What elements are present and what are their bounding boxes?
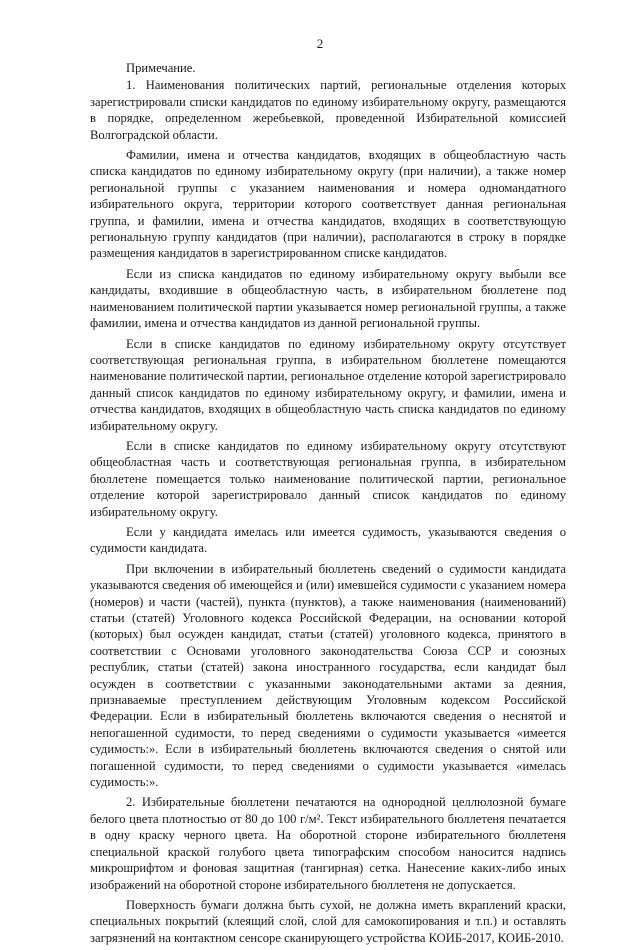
paragraph: Если у кандидата имелась или имеется судимость, указываются сведения о судимости кандидата.	[90, 524, 566, 556]
paragraph: Если в списке кандидатов по единому избирательному округу отсутствует соответствующая региональная группа, в избирательном бюллетене помещаются наименование политической партии, региональное отделение которой зарегистрировало данный список кандидатов по единому избирательному округу, и фамилии, имена и отчества кандидатов, входящих в общеобластную часть списка кандидатов по единому избирательному округу.	[90, 336, 566, 433]
note-heading: Примечание.	[126, 61, 196, 75]
document-body	[90, 60, 566, 950]
paragraph: Если в списке кандидатов по единому избирательному округу отсутствуют общеобластная часть и соответствующая региональная группа, в избирательном бюллетене помещается только наименование политической партии, региональное отделение которой зарегистрировало данный список кандидатов по единому избирательному округу.	[90, 438, 566, 519]
paragraph: При включении в избирательный бюллетень сведений о судимости кандидата указываются сведения об имеющейся и (или) имевшейся судимости с указанием номера (номеров) и части (частей), пункта (пунктов), а также наименования (наименований) статьи (статей) Уголовного кодекса Российской Федерации, на основании которой (которых) был осужден кандидат, статьи (статей) уголовного кодекса, принятого в соответствии с Основами уголовного законодательства Союза ССР и союзных республик, статьи (статей) закона иностранного государства, если кандидат был осужден в соответствии с указанными законодательными актами за деяния, признаваемые преступлением действующим Уголовным кодексом Российской Федерации. Если в избирательный бюллетень включаются сведения о неснятой и непогашенной судимости, то перед сведениями о судимости указывается «имеется судимость:». Если в избирательный бюллетень включаются сведения о снятой или погашенной судимости, то перед сведениями о судимости указывается «имелась судимость:».	[90, 561, 566, 790]
paragraph: Фамилии, имена и отчества кандидатов, входящих в общеобластную часть списка кандидатов по единому избирательному округу (при наличии), а также номер региональной группы с указанием наименования и номера одномандатного избирательного округа, территории которого соответствует данная региональная группа, и фамилии, имена и отчества кандидатов, входящих в соответствующую региональную группу кандидатов (при наличии), располагаются в строку в порядке размещения кандидатов в зарегистрированном списке кандидатов.	[90, 148, 566, 261]
paragraph: 2. Избирательные бюллетени печатаются на однородной целлюлозной бумаге белого цвета плотностью от 80 до 100 г/м². Текст избирательного бюллетеня печатается в одну краску черного цвета. На оборотной стороне избирательного бюллетеня специальной краской голубого цвета типографским способом наносится надпись микрошрифтом и фоновая защитная (тангирная) сетка. Нанесение каких-либо иных изображений на оборотной стороне избирательного бюллетеня не допускается.	[90, 795, 566, 892]
page-number: 2	[316, 36, 324, 51]
paragraph: Если из списка кандидатов по единому избирательному округу выбыли все кандидаты, входившие в общеобластную часть, в избирательном бюллетене под наименованием политической партии указывается номер региональной группы, а также фамилии, имена и отчества кандидатов из данной региональной группы.	[90, 266, 566, 331]
paragraph: 1. Наименования политических партий, региональные отделения которых зарегистрировали списки кандидатов по единому избирательному округу, размещаются в порядке, определенном жеребьевкой, проведенной Избирательной комиссией Волгоградской области.	[90, 78, 566, 142]
paragraph: Поверхность бумаги должна быть сухой, не должна иметь вкраплений краски, специальных покрытий (клеящий слой, слой для самокопирования и т.п.) и оставлять загрязнений на контактном сенсоре сканирующего устройства КОИБ-2017, КОИБ-2010.	[90, 897, 566, 945]
